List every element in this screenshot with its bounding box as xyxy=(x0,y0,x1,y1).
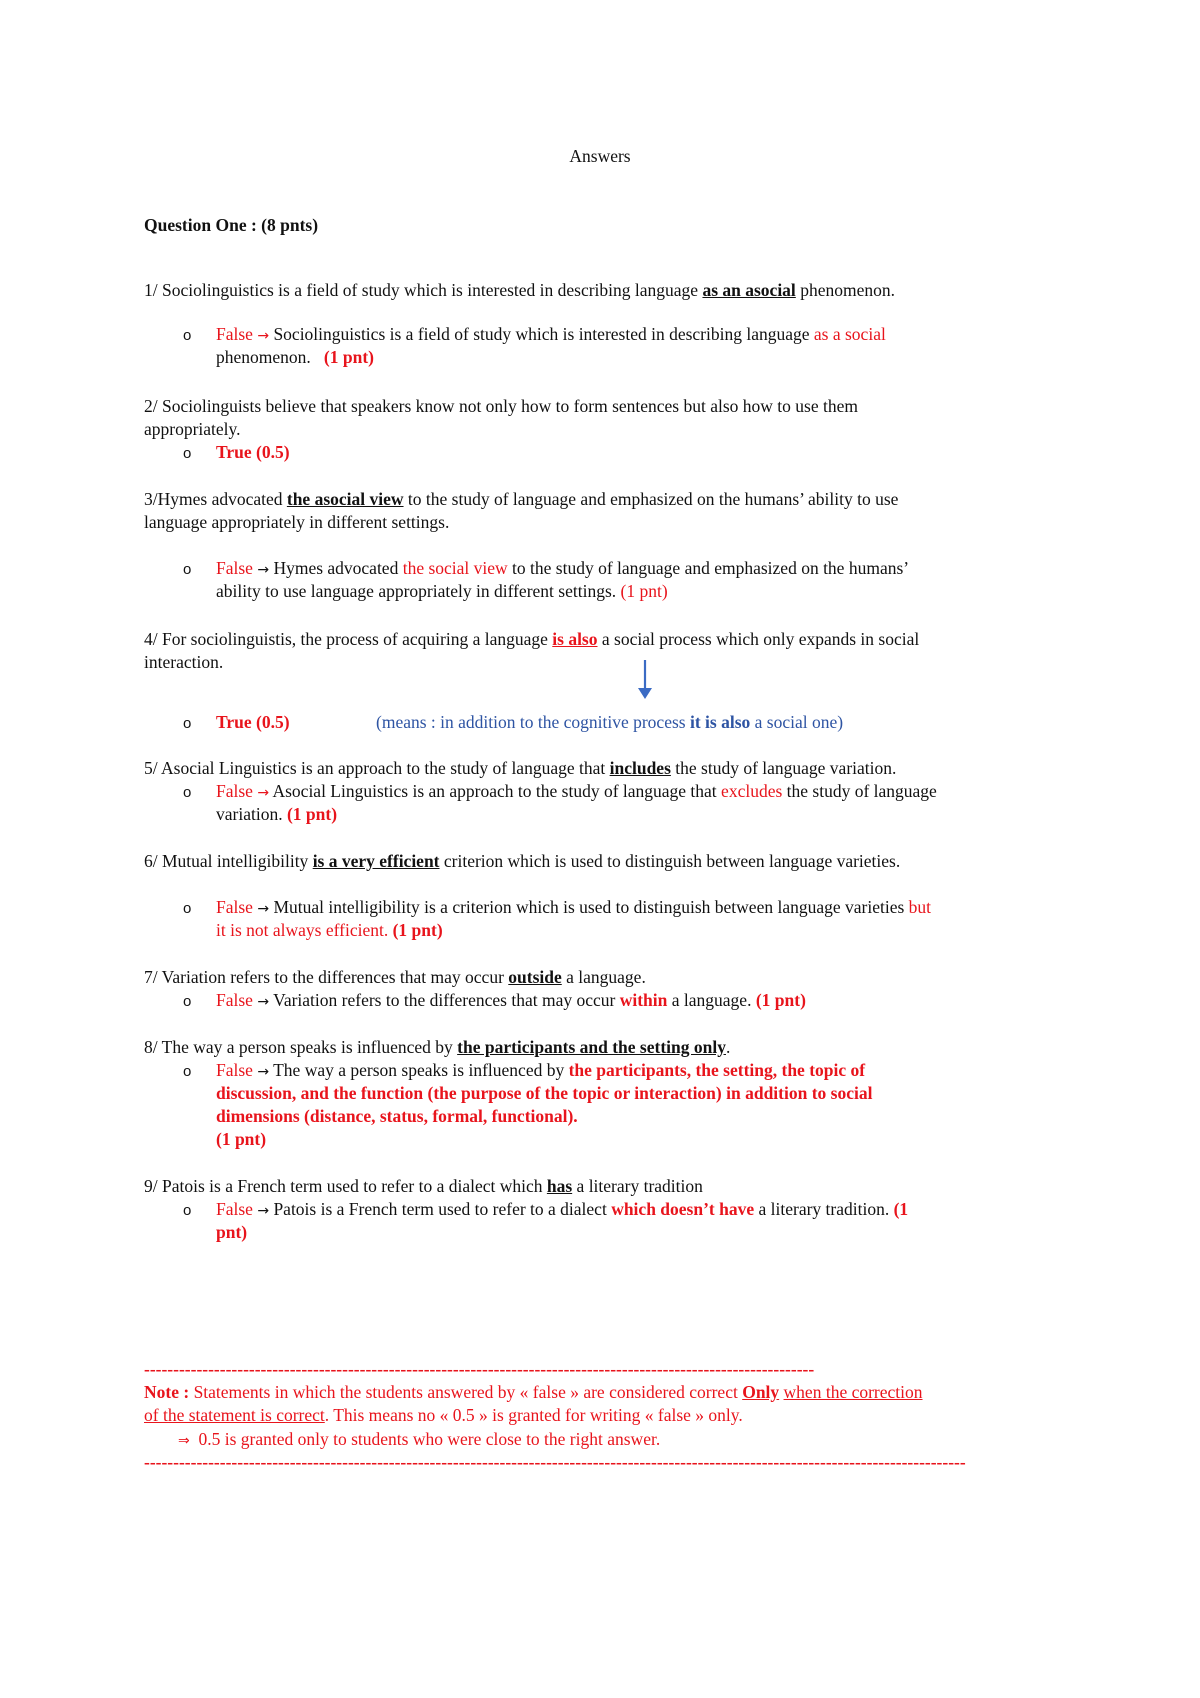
note-4-key: it is also xyxy=(689,712,751,732)
question-6: 6/ Mutual intelligibility is a very efficient criterion which is used to distinguish between language varieties. xyxy=(144,851,901,871)
verdict-6: False xyxy=(216,897,253,917)
verdict-1: False xyxy=(216,324,253,344)
note-line-1: Note : Statements in which the students answered by « false » are considered correct Only when the correction xyxy=(144,1382,923,1402)
bullet-2: o xyxy=(183,445,192,462)
arrow-icon: → xyxy=(257,994,270,1010)
verdict-8: False xyxy=(216,1060,253,1080)
note-only: Only xyxy=(742,1382,780,1402)
answer-6: False → Mutual intelligibility is a criterion which is used to distinguish between language varieties but xyxy=(216,897,932,917)
answer-5-key: excludes xyxy=(721,781,783,801)
points-8: (1 pnt) xyxy=(216,1129,267,1149)
answer-3: False → Hymes advocated the social view to the study of language and emphasized on the humans’ xyxy=(216,558,910,578)
question-4-line2: interaction. xyxy=(144,652,224,672)
verdict-3: False xyxy=(216,558,253,578)
arrow-icon: → xyxy=(257,901,270,917)
bullet-9: o xyxy=(183,1202,192,1219)
question-9: 9/ Patois is a French term used to refer to a dialect which has a literary tradition xyxy=(144,1176,703,1196)
bullet-5: o xyxy=(183,784,192,801)
question-1-key: as an asocial xyxy=(702,280,796,300)
answer-8: False → The way a person speaks is influenced by the participants, the setting, the topic of xyxy=(216,1060,866,1080)
points-1: (1 pnt) xyxy=(323,347,374,367)
note-4: (means : in addition to the cognitive process it is also a social one) xyxy=(376,712,844,732)
answer-1-line2: phenomenon. (1 pnt) xyxy=(216,347,374,367)
separator-bottom: --------------------------------------------------------------------------------------------------------------------------------------------- xyxy=(144,1452,966,1472)
answer-3-key: the social view xyxy=(402,558,508,578)
question-8-key: the participants and the setting only xyxy=(457,1037,726,1057)
question-5: 5/ Asocial Linguistics is an approach to the study of language that includes the study of language variation. xyxy=(144,758,897,778)
note-line-3: ⇒ 0.5 is granted only to students who were close to the right answer. xyxy=(178,1429,661,1449)
verdict-5: False xyxy=(216,781,253,801)
answer-9: False → Patois is a French term used to refer to a dialect which doesn’t have a literary tradition. (1 xyxy=(216,1199,909,1219)
note-label: Note : xyxy=(144,1382,194,1402)
page-title: Answers xyxy=(569,146,631,166)
answer-8-line2: discussion, and the function (the purpose of the topic or interaction) in addition to social xyxy=(216,1083,873,1103)
arrow-icon: → xyxy=(257,1064,270,1080)
down-arrow-icon xyxy=(636,660,654,700)
answer-1-key: as a social xyxy=(813,324,886,344)
answer-7: False → Variation refers to the differences that may occur within a language. (1 pnt) xyxy=(216,990,806,1010)
question-1: 1/ Sociolinguistics is a field of study which is interested in describing language as an asocial phenomenon. xyxy=(144,280,895,300)
points-6: (1 pnt) xyxy=(392,920,443,940)
arrow-icon: → xyxy=(257,785,270,801)
bullet-3: o xyxy=(183,561,192,578)
question-4: 4/ For sociolinguistis, the process of acquiring a language is also a social process which only expands in social xyxy=(144,629,920,649)
question-2-line2: appropriately. xyxy=(144,419,241,439)
question-6-key: is a very efficient xyxy=(312,851,440,871)
answer-5: False → Asocial Linguistics is an approach to the study of language that excludes the study of language xyxy=(216,781,937,801)
implies-arrow-icon: ⇒ xyxy=(178,1433,190,1449)
question-4-key: is also xyxy=(552,629,598,649)
question-7: 7/ Variation refers to the differences that may occur outside a language. xyxy=(144,967,646,987)
bullet-4: o xyxy=(183,715,192,732)
answer-1: False → Sociolinguistics is a field of study which is interested in describing language as a social xyxy=(216,324,886,344)
question-5-key: includes xyxy=(609,758,671,778)
points-3: (1 pnt) xyxy=(620,581,668,601)
bullet-6: o xyxy=(183,900,192,917)
points-9-line2: pnt) xyxy=(216,1222,248,1242)
question-8: 8/ The way a person speaks is influenced by the participants and the setting only. xyxy=(144,1037,731,1057)
question-heading: Question One : (8 pnts) xyxy=(144,215,319,235)
verdict-2: True (0.5) xyxy=(216,442,290,462)
answer-8-key: the participants, the setting, the topic of xyxy=(568,1060,866,1080)
question-9-key: has xyxy=(546,1176,573,1196)
verdict-7: False xyxy=(216,990,253,1010)
bullet-1: o xyxy=(183,327,192,344)
answer-6-key: but xyxy=(908,897,932,917)
answer-6-line2: it is not always efficient. (1 pnt) xyxy=(216,920,443,940)
verdict-4: True (0.5) xyxy=(216,712,290,732)
arrow-icon: → xyxy=(257,328,270,344)
question-3: 3/Hymes advocated the asocial view to the study of language and emphasized on the humans’ ability to use xyxy=(144,489,899,509)
question-3-line2: language appropriately in different settings. xyxy=(144,512,450,532)
arrow-icon: → xyxy=(257,562,270,578)
question-2: 2/ Sociolinguists believe that speakers know not only how to form sentences but also how to use them xyxy=(144,396,858,416)
answer-9-key: which doesn’t have xyxy=(611,1199,755,1219)
answer-7-key: within xyxy=(619,990,668,1010)
verdict-9: False xyxy=(216,1199,253,1219)
answer-3-line2: ability to use language appropriately in different settings. (1 pnt) xyxy=(216,581,668,601)
points-5: (1 pnt) xyxy=(286,804,338,824)
question-3-key: the asocial view xyxy=(286,489,404,509)
separator-top: ------------------------------------------------------------------------------------------------------------------- xyxy=(144,1359,815,1379)
points-7: (1 pnt) xyxy=(755,990,806,1010)
question-7-key: outside xyxy=(508,967,562,987)
bullet-7: o xyxy=(183,993,192,1010)
points-9: (1 xyxy=(893,1199,909,1219)
bullet-8: o xyxy=(183,1063,192,1080)
answer-8-line3: dimensions (distance, status, formal, functional). xyxy=(216,1106,578,1126)
note-line-2: of the statement is correct. This means no « 0.5 » is granted for writing « false » only. xyxy=(144,1405,743,1425)
answer-5-line2: variation. (1 pnt) xyxy=(216,804,338,824)
arrow-icon: → xyxy=(257,1203,270,1219)
